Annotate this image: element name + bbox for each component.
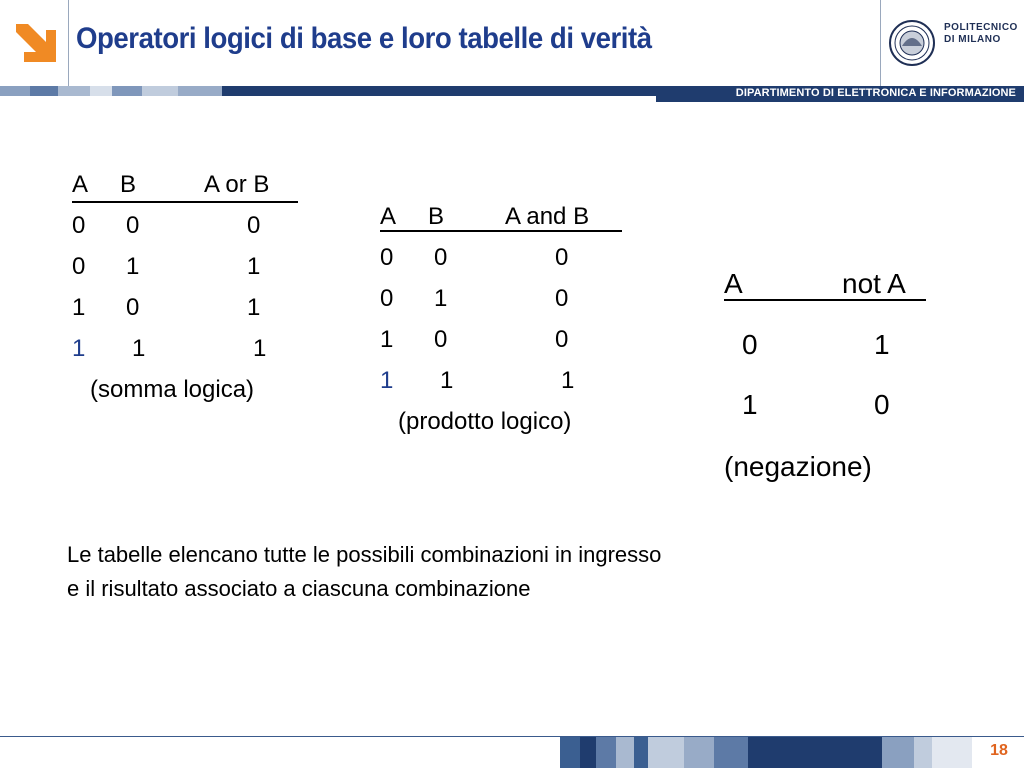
not-truth-table: A not A 0 1 1 0 (negazione) [724, 262, 944, 492]
header-underline [724, 262, 926, 301]
header-underline [380, 196, 622, 232]
header-divider [880, 0, 881, 86]
university-seal-icon [888, 16, 936, 70]
page-number: 18 [990, 742, 1008, 759]
table-caption: (prodotto logico) [398, 408, 572, 435]
footer-color-band [560, 737, 972, 768]
table-caption: (somma logica) [90, 376, 255, 403]
header-underline [72, 164, 298, 203]
or-truth-table: A B A or B 0 0 0 0 1 1 1 0 1 1 1 1 (somma logica) [72, 164, 332, 414]
slide-title: Operatori logici di base e loro tabelle di verità [76, 22, 652, 55]
explanation-text: Le tabelle elencano tutte le possibili combinazioni in ingresso e il risultato associato a ciascuna combinazione [67, 542, 662, 601]
university-name: POLITECNICO DI MILANO [944, 22, 1018, 45]
table-header: A B A and B [380, 203, 590, 230]
header-divider [68, 0, 69, 86]
department-bar [656, 86, 1024, 102]
table-header: A B A or B [72, 171, 270, 198]
logo-arrow-icon [0, 0, 68, 86]
table-caption: (negazione) [724, 451, 872, 482]
department-name: DIPARTIMENTO DI ELETTRONICA E INFORMAZIONE [735, 87, 1016, 99]
table-header: A not A [724, 268, 906, 299]
and-truth-table: A B A and B 0 0 0 0 1 0 1 0 0 1 1 1 (prodotto logico) [380, 196, 640, 446]
